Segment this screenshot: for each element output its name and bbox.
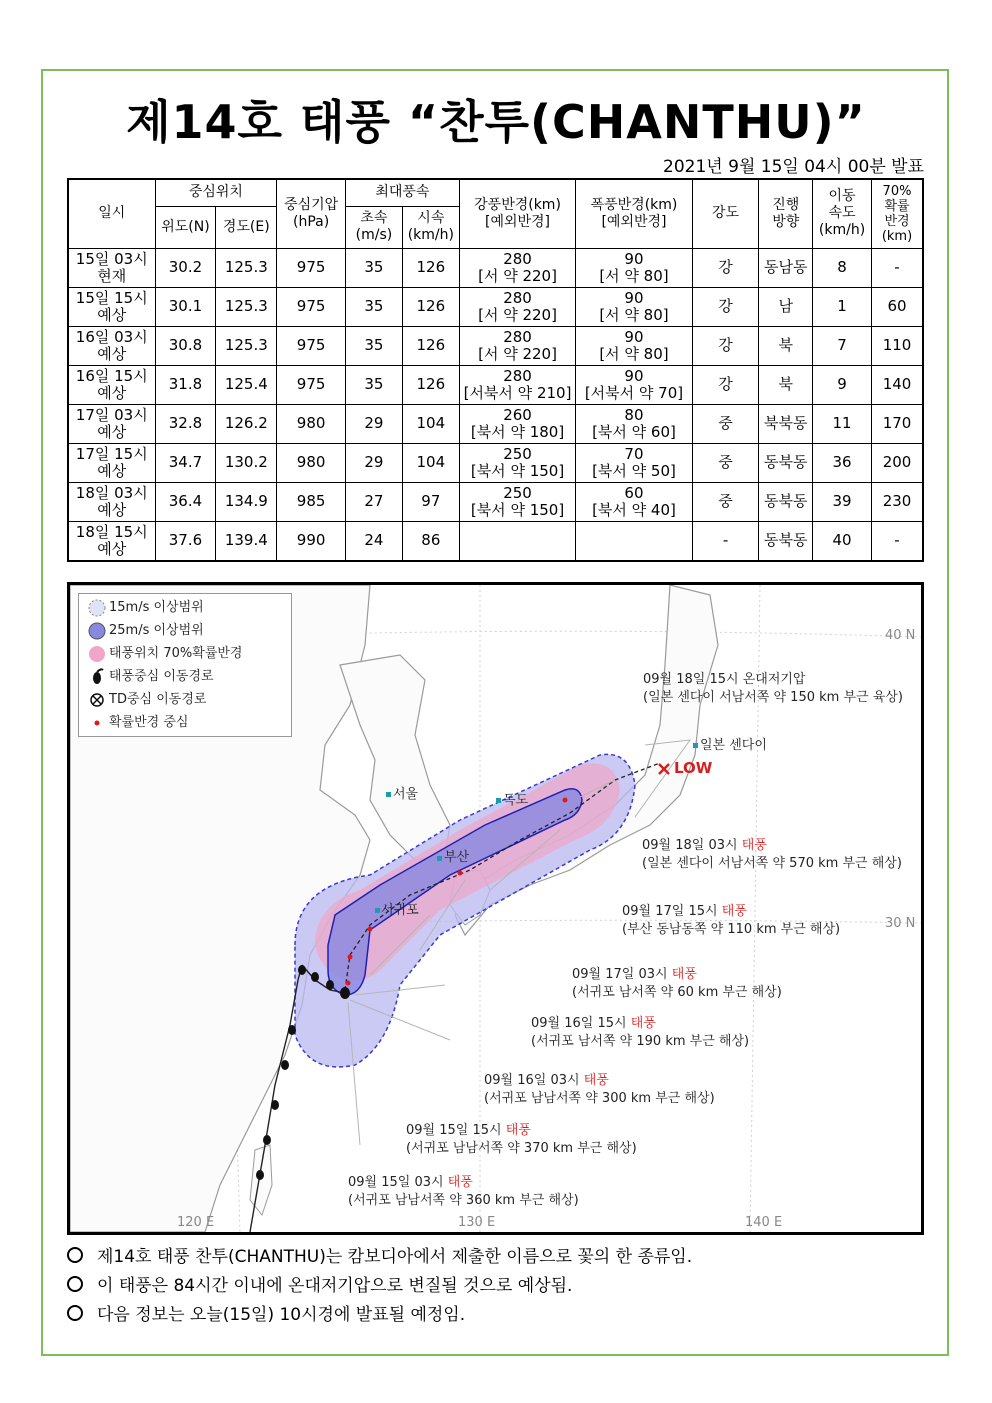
cell-ms: 29 [346,443,403,482]
annotation-18-03: 09월 18일 03시 태풍 (일본 센다이 서남서쪽 약 570 km 부근 해상) [642,838,902,871]
lon-140-label: 140 E [745,1215,783,1230]
header-speed: 이동 속도 (km/h) [813,179,872,248]
cell-lon: 126.2 [216,404,277,443]
cell-lat: 31.8 [155,365,216,404]
cell-spd: 40 [813,521,872,561]
annotation-16-03: 09월 16일 03시 태풍 (서귀포 남남서쪽 약 300 km 부근 해상) [484,1073,715,1106]
cell-lat: 36.4 [155,482,216,521]
annotation-15-03: 09월 15일 03시 태풍 (서귀포 남남서쪽 약 360 km 부근 해상) [348,1175,579,1208]
header-center: 중심위치 [155,179,277,206]
header-direction: 진행 방향 [759,179,813,248]
cell-lat: 34.7 [155,443,216,482]
header-ms: 초속 (m/s) [346,206,403,248]
cell-prob: 110 [872,326,923,365]
lon-130-label: 130 E [458,1215,496,1230]
annotation-17-03: 09월 17일 03시 태풍 (서귀포 남서쪽 약 60 km 부근 해상) [572,967,782,1000]
cell-lon: 125.3 [216,287,277,326]
cell-time: 18일 03시 예상 [68,482,155,521]
city-seogwipo: 서귀포 [381,903,419,918]
prob-legend-icon [87,644,107,664]
cell-prob: - [872,521,923,561]
cell-ms: 35 [346,365,403,404]
table-row [68,365,923,404]
note-1: 제14호 태풍 찬투(CHANTHU)는 캄보디아에서 제출한 이름으로 꽃의 한 종류임. [67,1243,692,1272]
cell-ms: 35 [346,326,403,365]
cell-int: - [692,521,759,561]
cell-int: 중 [692,404,759,443]
cell-ms: 27 [346,482,403,521]
cell-prob: 60 [872,287,923,326]
cell-p: 985 [277,482,346,521]
cell-time: 18일 15시 예상 [68,521,155,561]
cell-ms: 29 [346,404,403,443]
cell-storm: 90 [서북서 약 70] [576,365,692,404]
cell-time: 15일 03시 현재 [68,248,155,287]
bullet-circle-icon [67,1305,83,1321]
cell-time: 15일 15시 예상 [68,287,155,326]
cell-storm: 70 [북서 약 50] [576,443,692,482]
cell-kmh: 86 [402,521,459,561]
header-prob-radius: 70% 확률 반경 (km) [872,179,923,248]
cell-p: 980 [277,404,346,443]
table-row [68,404,923,443]
cell-gale: 280 [서 약 220] [459,287,575,326]
cell-lon: 125.4 [216,365,277,404]
cell-dir: 동북동 [759,521,813,561]
annotation-18-15: 09월 18일 15시 온대저기압 (일본 센다이 서남서쪽 약 150 km 부근 육상) [643,672,903,705]
cell-storm: 80 [북서 약 60] [576,404,692,443]
city-sendai: 일본 센다이 [700,738,767,753]
cell-kmh: 126 [402,326,459,365]
cell-gale: 260 [북서 약 180] [459,404,575,443]
cell-dir: 남 [759,287,813,326]
header-intensity: 강도 [692,179,759,248]
legend-prob: 태풍위치 70%확률반경 [109,646,243,661]
cell-storm: 90 [서 약 80] [576,287,692,326]
lat-30-label: 30 N [885,916,916,931]
cell-gale: 250 [북서 약 150] [459,443,575,482]
cell-gale: 250 [북서 약 150] [459,482,575,521]
cell-kmh: 126 [402,248,459,287]
header-lat: 위도(N) [155,206,216,248]
cell-gale [459,521,575,561]
table-row [68,482,923,521]
cell-int: 강 [692,287,759,326]
cell-spd: 36 [813,443,872,482]
notes [67,1243,692,1330]
cell-lon: 134.9 [216,482,277,521]
cell-kmh: 104 [402,443,459,482]
map-legend [78,593,292,737]
cell-lat: 37.6 [155,521,216,561]
typhoon-track-map [67,582,924,1235]
cell-spd: 39 [813,482,872,521]
cell-int: 강 [692,365,759,404]
cell-dir: 동북동 [759,482,813,521]
cell-spd: 9 [813,365,872,404]
cell-storm [576,521,692,561]
header-datetime: 일시 [68,179,155,248]
lon-120-label: 120 E [177,1215,215,1230]
cell-ms: 35 [346,287,403,326]
annotation-16-15: 09월 16일 15시 태풍 (서귀포 남서쪽 약 190 km 부근 해상) [531,1016,750,1049]
table-row [68,326,923,365]
issued-timestamp: 2021년 9월 15일 04시 00분 발표 [663,157,924,177]
cell-spd: 8 [813,248,872,287]
cell-kmh: 126 [402,287,459,326]
cell-int: 강 [692,326,759,365]
cell-time: 17일 15시 예상 [68,443,155,482]
cell-prob: 140 [872,365,923,404]
legend-gale: 15m/s 이상범위 [109,600,204,615]
table-row [68,521,923,561]
note-3: 다음 정보는 오늘(15일) 10시경에 발표될 예정임. [67,1301,692,1330]
cell-spd: 11 [813,404,872,443]
cell-spd: 7 [813,326,872,365]
bullet-circle-icon [67,1276,83,1292]
prob-center-icon [87,713,107,733]
header-maxwind: 최대풍속 [346,179,460,206]
cell-lat: 32.8 [155,404,216,443]
cell-time: 17일 03시 예상 [68,404,155,443]
cell-gale: 280 [서 약 220] [459,326,575,365]
cell-lat: 30.1 [155,287,216,326]
header-lon: 경도(E) [216,206,277,248]
lat-40-label: 40 N [885,628,916,643]
header-kmh: 시속 (km/h) [402,206,459,248]
cell-dir: 북북동 [759,404,813,443]
cell-lat: 30.8 [155,326,216,365]
page-title: 제14호 태풍 “찬투(CHANTHU)” [126,95,866,149]
cell-dir: 북 [759,365,813,404]
cell-kmh: 97 [402,482,459,521]
cell-storm: 90 [서 약 80] [576,326,692,365]
cell-int: 중 [692,482,759,521]
city-dokdo: 독도 [503,793,529,808]
storm-legend-icon [87,621,107,641]
cell-time: 16일 15시 예상 [68,365,155,404]
cell-kmh: 104 [402,404,459,443]
cell-p: 975 [277,365,346,404]
cell-prob: 170 [872,404,923,443]
table-row [68,443,923,482]
note-2: 이 태풍은 84시간 이내에 온대저기압으로 변질될 것으로 예상됨. [67,1272,692,1301]
cell-gale: 280 [서 약 220] [459,248,575,287]
annotation-15-15: 09월 15일 15시 태풍 (서귀포 남남서쪽 약 370 km 부근 해상) [406,1123,637,1156]
forecast-table [67,178,924,562]
annotation-17-15: 09월 17일 15시 태풍 (부산 동남동쪽 약 110 km 부근 해상) [622,904,841,937]
cell-prob: 230 [872,482,923,521]
cell-lat: 30.2 [155,248,216,287]
cell-dir: 북 [759,326,813,365]
cell-prob: - [872,248,923,287]
cell-dir: 동북동 [759,443,813,482]
legend-prob-center: 확률반경 중심 [109,715,189,730]
cell-lon: 139.4 [216,521,277,561]
city-busan: 부산 [444,850,470,865]
cell-int: 강 [692,248,759,287]
cell-kmh: 126 [402,365,459,404]
cell-spd: 1 [813,287,872,326]
cell-storm: 60 [북서 약 40] [576,482,692,521]
low-label: LOW [674,759,713,777]
cell-p: 980 [277,443,346,482]
gale-legend-icon [87,598,107,618]
td-symbol-icon [87,690,107,710]
cell-int: 중 [692,443,759,482]
cell-prob: 200 [872,443,923,482]
table-row [68,287,923,326]
legend-td: TD중심 이동경로 [109,692,207,707]
header-pressure: 중심기압 (hPa) [277,179,346,248]
cell-p: 975 [277,287,346,326]
cell-gale: 280 [서북서 약 210] [459,365,575,404]
cell-dir: 동남동 [759,248,813,287]
typhoon-symbol-icon [87,667,107,687]
cell-p: 975 [277,248,346,287]
cell-lon: 125.3 [216,326,277,365]
cell-storm: 90 [서 약 80] [576,248,692,287]
cell-time: 16일 03시 예상 [68,326,155,365]
cell-ms: 24 [346,521,403,561]
cell-lon: 125.3 [216,248,277,287]
cell-p: 990 [277,521,346,561]
legend-storm: 25m/s 이상범위 [109,623,204,638]
cell-lon: 130.2 [216,443,277,482]
bullet-circle-icon [67,1247,83,1263]
table-row [68,248,923,287]
cell-p: 975 [277,326,346,365]
cell-ms: 35 [346,248,403,287]
header-gale-radius: 강풍반경(km) [예외반경] [459,179,575,248]
header-storm-radius: 폭풍반경(km) [예외반경] [576,179,692,248]
legend-track: 태풍중심 이동경로 [109,669,214,684]
city-seoul: 서울 [393,787,419,802]
